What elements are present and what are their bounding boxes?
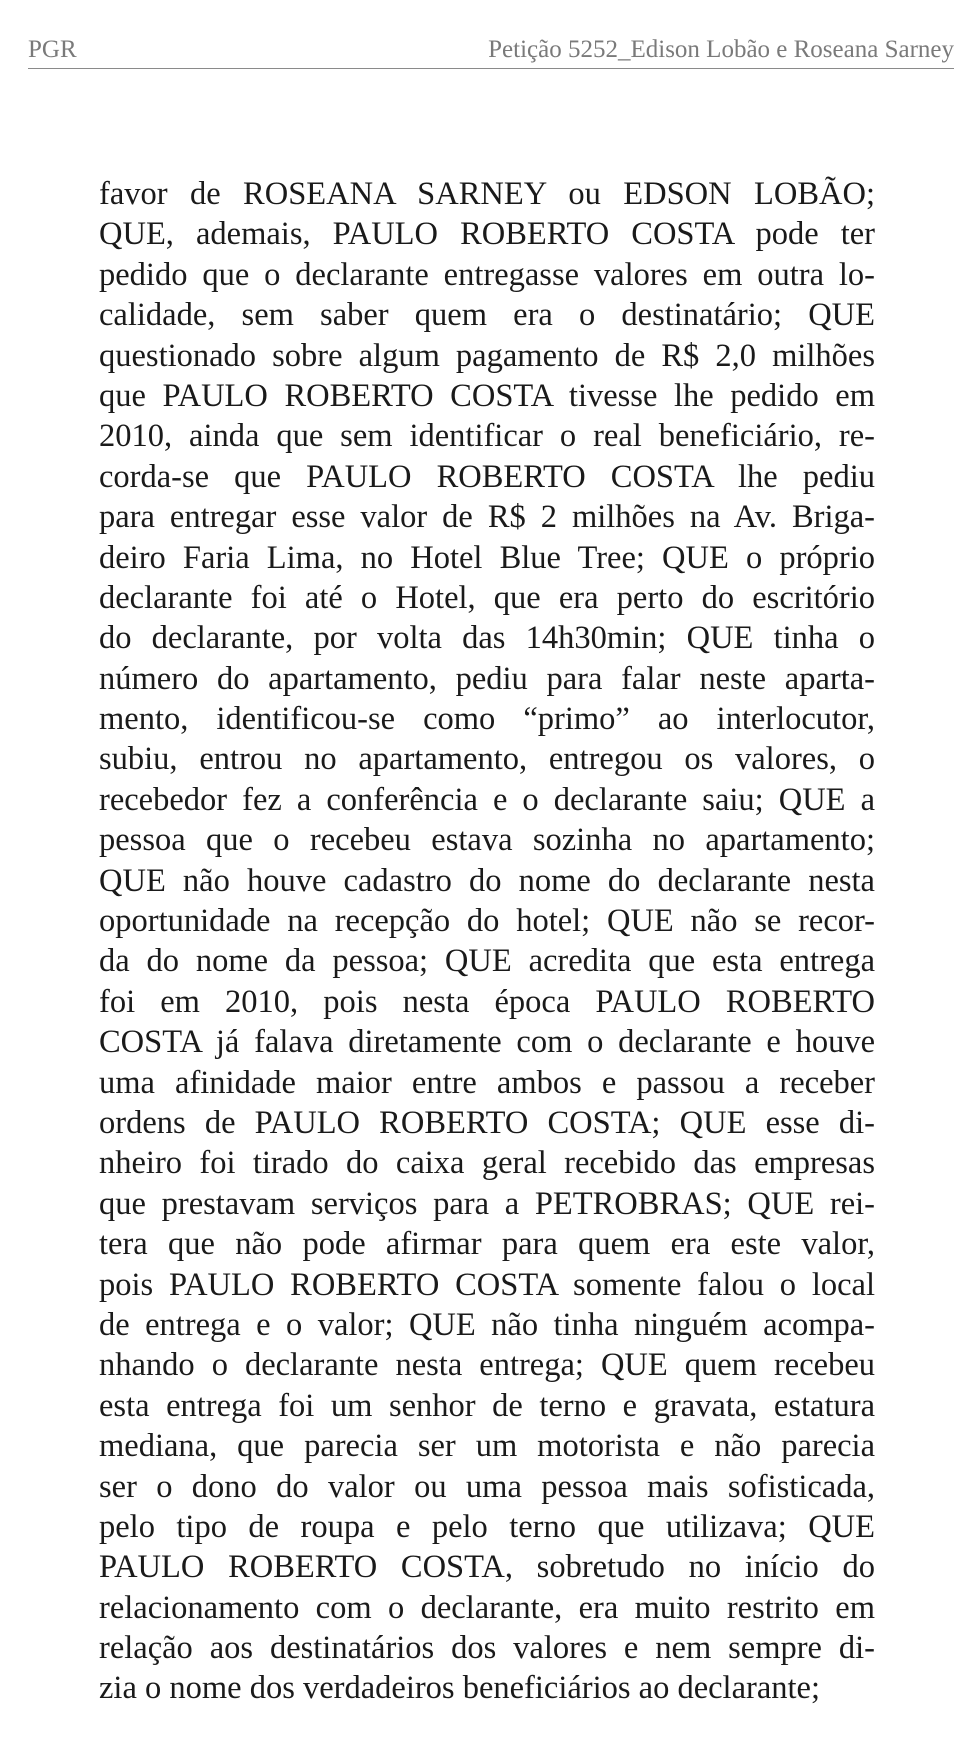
text-line: subiu, entrou no apartamento, entregou os valores, o xyxy=(99,741,875,778)
header-organization: PGR xyxy=(28,36,77,63)
text-line: oportunidade na recepção do hotel; QUE não se recor- xyxy=(99,903,875,940)
text-line: COSTA já falava diretamente com o declarante e houve xyxy=(99,1024,875,1061)
text-line: zia o nome dos verdadeiros beneficiários ao declarante; xyxy=(99,1670,820,1707)
page-header xyxy=(28,32,954,69)
text-line: deiro Faria Lima, no Hotel Blue Tree; QUE o próprio xyxy=(99,539,875,576)
text-line: pessoa que o recebeu estava sozinha no apartamento; xyxy=(99,822,875,859)
text-line: PAULO ROBERTO COSTA, sobretudo no início do xyxy=(99,1549,875,1586)
text-line: tera que não pode afirmar para quem era este valor, xyxy=(99,1226,875,1263)
text-line: do declarante, por volta das 14h30min; QUE tinha o xyxy=(99,620,875,657)
text-line: favor de ROSEANA SARNEY ou EDSON LOBÃO; xyxy=(99,176,875,212)
text-line: relação aos destinatários dos valores e nem sempre di- xyxy=(99,1630,875,1667)
text-line: nhando o declarante nesta entrega; QUE quem recebeu xyxy=(99,1347,875,1384)
text-line: QUE não houve cadastro do nome do declarante nesta xyxy=(99,862,875,899)
header-document-title: Petição 5252_Edison Lobão e Roseana Sarney xyxy=(488,36,954,63)
text-line: relacionamento com o declarante, era muito restrito em xyxy=(99,1589,875,1626)
text-line: mediana, que parecia ser um motorista e não parecia xyxy=(99,1428,875,1465)
text-line: para entregar esse valor de R$ 2 milhões na Av. Briga- xyxy=(99,499,875,536)
text-line: calidade, sem saber quem era o destinatário; QUE xyxy=(99,297,875,334)
text-line: de entrega e o valor; QUE não tinha ninguém acompa- xyxy=(99,1306,875,1343)
text-line: corda-se que PAULO ROBERTO COSTA lhe pediu xyxy=(99,458,875,495)
text-line: foi em 2010, pois nesta época PAULO ROBERTO xyxy=(99,983,875,1020)
text-line: que prestavam serviços para a PETROBRAS; QUE rei- xyxy=(99,1185,875,1222)
text-line: número do apartamento, pediu para falar neste aparta- xyxy=(99,660,875,697)
text-line: pois PAULO ROBERTO COSTA somente falou o local xyxy=(99,1266,875,1303)
text-line: pedido que o declarante entregasse valores em outra lo- xyxy=(99,256,875,293)
text-line: questionado sobre algum pagamento de R$ 2,0 milhões xyxy=(99,337,875,374)
text-line: pelo tipo de roupa e pelo terno que utilizava; QUE xyxy=(99,1508,875,1545)
text-line: ser o dono do valor ou uma pessoa mais sofisticada, xyxy=(99,1468,875,1505)
text-line: uma afinidade maior entre ambos e passou a receber xyxy=(99,1064,875,1101)
text-line: ordens de PAULO ROBERTO COSTA; QUE esse di- xyxy=(99,1104,875,1141)
text-line: da do nome da pessoa; QUE acredita que esta entrega xyxy=(99,943,875,980)
text-line: 2010, ainda que sem identificar o real beneficiário, re- xyxy=(99,418,875,455)
text-line: recebedor fez a conferência e o declarante saiu; QUE a xyxy=(99,781,875,818)
text-line: esta entrega foi um senhor de terno e gravata, estatura xyxy=(99,1387,875,1424)
text-line: que PAULO ROBERTO COSTA tivesse lhe pedido em xyxy=(99,377,875,414)
text-line: nheiro foi tirado do caixa geral recebido das empresas xyxy=(99,1145,875,1182)
text-line: QUE, ademais, PAULO ROBERTO COSTA pode ter xyxy=(99,216,875,253)
document-body xyxy=(99,174,875,1709)
text-line: declarante foi até o Hotel, que era perto do escritório xyxy=(99,579,875,616)
text-line: mento, identificou-se como “primo” ao interlocutor, xyxy=(99,701,875,738)
